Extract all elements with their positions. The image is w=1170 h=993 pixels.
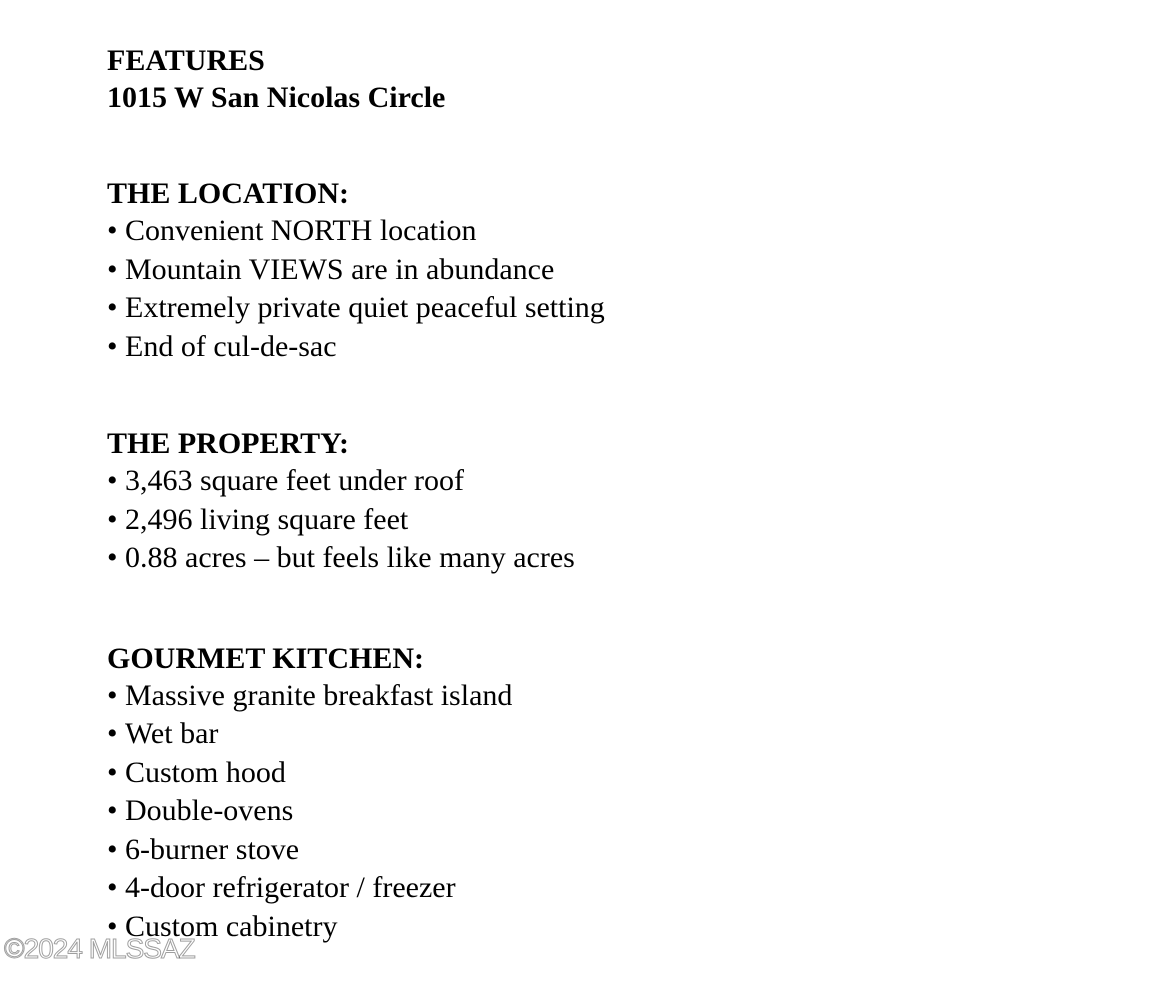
bullet-icon: • bbox=[107, 909, 118, 943]
list-item: • Mountain VIEWS are in abundance bbox=[107, 251, 1107, 290]
list-item: • Extremely private quiet peaceful setting bbox=[107, 289, 1107, 328]
bullet-list bbox=[107, 462, 1107, 578]
list-item: • 4-door refrigerator / freezer bbox=[107, 869, 1107, 908]
section-location bbox=[107, 175, 1107, 366]
list-item: • 0.88 acres – but feels like many acres bbox=[107, 539, 1107, 578]
property-address: 1015 W San Nicolas Circle bbox=[107, 81, 446, 114]
bullet-icon: • bbox=[107, 717, 118, 750]
bullet-icon: • bbox=[107, 794, 118, 827]
bullet-list bbox=[107, 677, 1107, 947]
document-title: FEATURES bbox=[107, 44, 265, 77]
list-item: • End of cul-de-sac bbox=[107, 328, 1107, 367]
section-title: THE PROPERTY: bbox=[107, 427, 350, 460]
bullet-icon: • bbox=[107, 502, 118, 536]
list-item: • Wet bar bbox=[107, 715, 1107, 754]
section-title: THE LOCATION: bbox=[107, 177, 349, 210]
bullet-icon: • bbox=[107, 678, 118, 712]
bullet-icon: • bbox=[107, 291, 118, 324]
bullet-list bbox=[107, 212, 1107, 366]
list-item: • Double-ovens bbox=[107, 792, 1107, 831]
list-item: • Custom hood bbox=[107, 754, 1107, 793]
document-body bbox=[107, 42, 1107, 946]
list-item: • Massive granite breakfast island bbox=[107, 677, 1107, 716]
bullet-icon: • bbox=[107, 252, 118, 286]
bullet-icon: • bbox=[107, 832, 118, 866]
section-property bbox=[107, 425, 1107, 578]
list-item: • 6-burner stove bbox=[107, 831, 1107, 870]
bullet-icon: • bbox=[107, 871, 118, 904]
bullet-icon: • bbox=[107, 329, 118, 363]
list-item: • 3,463 square feet under roof bbox=[107, 462, 1107, 501]
bullet-icon: • bbox=[107, 755, 118, 789]
bullet-icon: • bbox=[107, 214, 118, 247]
list-item: • Custom cabinetry bbox=[107, 908, 1107, 947]
bullet-icon: • bbox=[107, 464, 118, 497]
list-item: • 2,496 living square feet bbox=[107, 501, 1107, 540]
bullet-icon: • bbox=[107, 541, 118, 574]
section-kitchen bbox=[107, 640, 1107, 947]
copyright-watermark: ©2024 MLSSAZ bbox=[4, 933, 195, 964]
section-title: GOURMET KITCHEN: bbox=[107, 641, 424, 675]
list-item: • Convenient NORTH location bbox=[107, 212, 1107, 251]
